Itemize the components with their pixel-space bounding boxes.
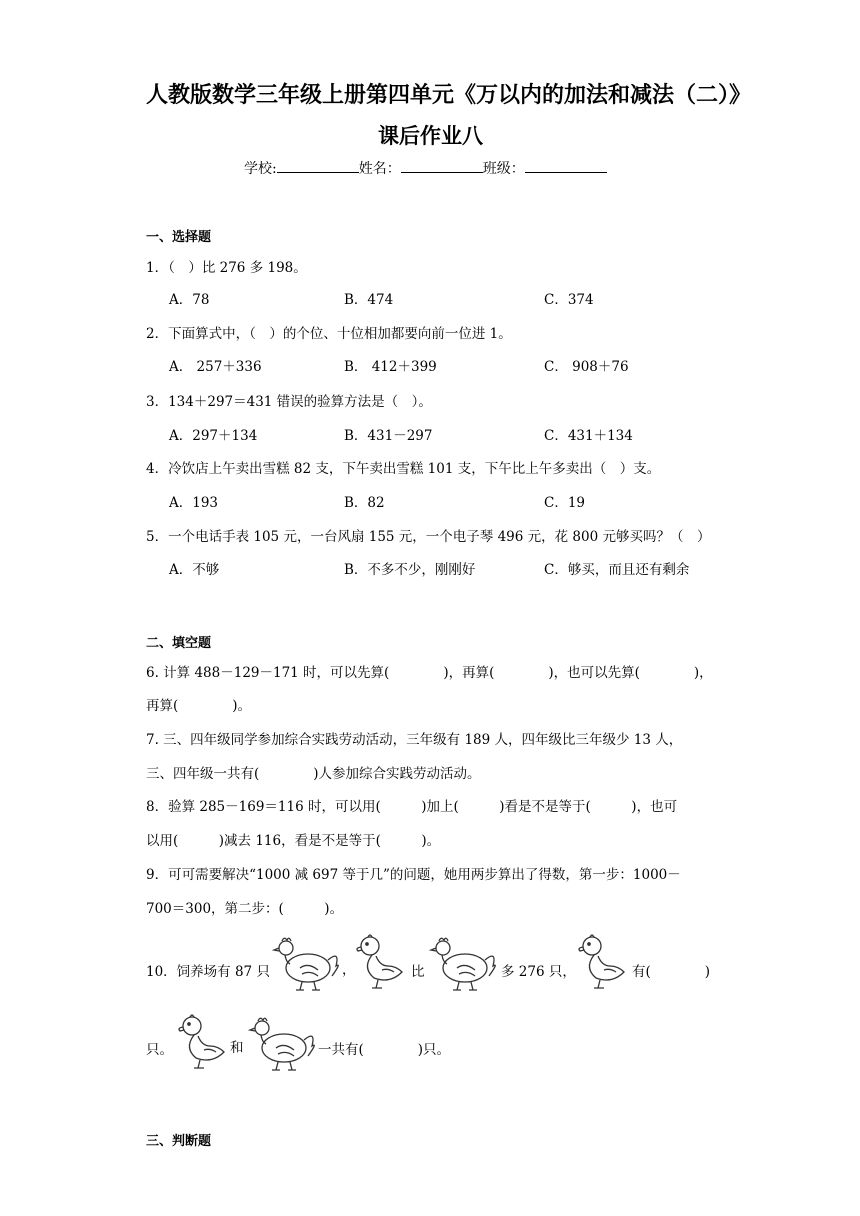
duck-icon — [174, 1012, 230, 1076]
q2-option-c[interactable]: C． 908＋76 — [544, 359, 629, 375]
name-blank[interactable] — [401, 160, 483, 173]
q4-option-a[interactable]: A．193 — [169, 495, 219, 511]
q10-total: 一共有( )只。 — [318, 1042, 451, 1058]
question-10-intro: 10．饲养场有 87 只 — [146, 964, 270, 980]
question-7-line-2: 三、四年级一共有( )人参加综合实践劳动活动。 — [146, 766, 481, 782]
q5-option-b[interactable]: B．不多不少，刚刚好 — [344, 562, 476, 578]
duck-icon — [352, 932, 408, 996]
hen-icon — [246, 1012, 318, 1074]
duck-icon — [574, 932, 630, 996]
school-blank[interactable] — [277, 160, 359, 173]
q1-option-c[interactable]: C．374 — [544, 292, 594, 308]
q1-option-a[interactable]: A．78 — [169, 292, 210, 308]
q4-option-c[interactable]: C．19 — [544, 495, 586, 511]
question-1: 1．（ ）比 276 多 198。 — [146, 260, 307, 276]
hen-icon — [270, 932, 342, 994]
question-5: 5．一个电话手表 105 元，一台风扇 155 元，一个电子琴 496 元，花 800 元够买吗？（ ） — [146, 529, 711, 545]
question-6-line-2: 再算( )。 — [146, 698, 252, 714]
q5-option-c[interactable]: C．够买，而且还有剩余 — [544, 562, 690, 578]
question-2: 2．下面算式中，（ ）的个位、十位相加都要向前一位进 1。 — [146, 326, 512, 342]
student-info-line — [244, 158, 607, 178]
q10-comma: ， — [342, 962, 356, 978]
q4-option-b[interactable]: B．82 — [344, 495, 385, 511]
name-label: 姓名： — [358, 161, 401, 177]
q3-option-c[interactable]: C．431＋134 — [544, 428, 633, 444]
class-blank[interactable] — [525, 160, 607, 173]
school-label: 学校: — [244, 161, 277, 177]
question-3: 3．134＋297＝431 错误的验算方法是（ ）。 — [146, 394, 432, 410]
q2-option-b[interactable]: B． 412＋399 — [344, 359, 437, 375]
page-subtitle: 课后作业八 — [378, 124, 483, 148]
question-4: 4．冷饮店上午卖出雪糕 82 支，下午卖出雪糕 101 支，下午比上午多卖出（ ）支。 — [146, 461, 661, 477]
q3-option-a[interactable]: A．297＋134 — [169, 428, 258, 444]
question-9-line-1: 9．可可需要解决“1000 减 697 等于几”的问题，她用两步算出了得数，第一步：1000－ — [146, 867, 681, 883]
question-8-line-2: 以用( )减去 116，看是不是等于( )。 — [146, 833, 441, 849]
q10-more-276: 多 276 只， — [501, 964, 576, 980]
section-judge-heading: 三、判断题 — [146, 1134, 212, 1149]
q1-option-b[interactable]: B．474 — [344, 292, 394, 308]
q10-has-blank: 有( ) — [632, 964, 711, 980]
section-choice-heading: 一、选择题 — [146, 230, 212, 245]
q10-and: 和 — [230, 1040, 244, 1056]
page-title: 人教版数学三年级上册第四单元《万以内的加法和减法（二）》 — [146, 83, 752, 108]
q10-zhi: 只。 — [146, 1042, 173, 1058]
q2-option-a[interactable]: A． 257＋336 — [169, 359, 262, 375]
class-label: 班级： — [482, 161, 525, 177]
hen-icon — [427, 932, 499, 994]
q10-bi-1: 比 — [411, 964, 425, 980]
q3-option-b[interactable]: B．431－297 — [344, 428, 433, 444]
section-fill-heading: 二、填空题 — [146, 636, 212, 651]
q5-option-a[interactable]: A．不够 — [169, 562, 220, 578]
question-9-line-2: 700＝300，第二步：( )。 — [146, 901, 344, 917]
question-8-line-1: 8．验算 285－169＝116 时，可以用( )加上( )看是不是等于( )，也可 — [146, 799, 678, 815]
question-7-line-1: 7. 三、四年级同学参加综合实践劳动活动，三年级有 189 人，四年级比三年级少 13 人， — [146, 732, 683, 748]
question-6-line-1: 6. 计算 488－129－171 时，可以先算( )，再算( )，也可以先算( )， — [146, 665, 713, 681]
